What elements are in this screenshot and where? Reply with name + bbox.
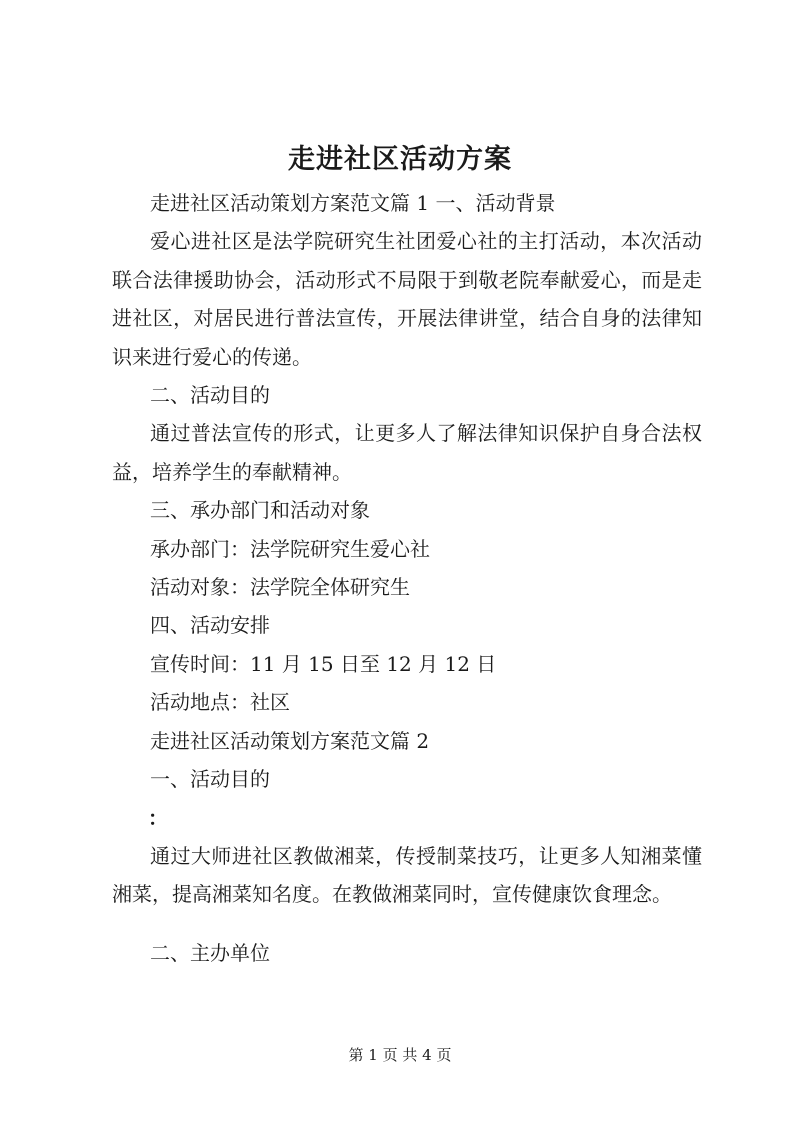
paragraph-heading-purpose: 二、活动目的 — [150, 383, 270, 408]
document-body — [112, 184, 702, 972]
paragraph-heading-organizer: 三、承办部门和活动对象 — [150, 498, 370, 523]
paragraph-purpose-2: 通过大师进社区教做湘菜，传授制菜技巧，让更多人知湘菜懂湘菜，提高湘菜知名度。在教做湘菜同时，宣传健康饮食理念。 — [112, 843, 702, 907]
paragraph-heading-purpose-2: 一、活动目的 — [150, 767, 270, 792]
paragraph-heading-host: 二、主办单位 — [150, 940, 270, 965]
paragraph-location: 活动地点：社区 — [150, 690, 290, 715]
paragraph-heading-schedule: 四、活动安排 — [150, 613, 270, 638]
paragraph-background: 爱心进社区是法学院研究生社团爱心社的主打活动，本次活动联合法律援助协会，活动形式不局限于到敬老院奉献爱心，而是走进社区，对居民进行普法宣传，开展法律讲堂，结合自身的法律知识来进行爱心的传递。 — [112, 229, 702, 369]
paragraph-section-heading: 走进社区活动策划方案范文篇 1 一、活动背景 — [150, 191, 556, 215]
paragraph-organizer: 承办部门：法学院研究生爱心社 — [150, 536, 430, 561]
paragraph-publicity-time: 宣传时间：11 月 15 日至 12 月 12 日 — [150, 651, 497, 676]
paragraph-colon: ： — [148, 805, 168, 830]
document-title: 走进社区活动方案 — [288, 144, 512, 175]
paragraph-section-heading-2: 走进社区活动策划方案范文篇 2 — [150, 728, 430, 753]
paragraph-audience: 活动对象：法学院全体研究生 — [150, 575, 410, 600]
paragraph-purpose: 通过普法宣传的形式，让更多人了解法律知识保护自身合法权益，培养学生的奉献精神。 — [112, 421, 702, 484]
page-number: 第 1 页 共 4 页 — [348, 1046, 452, 1064]
